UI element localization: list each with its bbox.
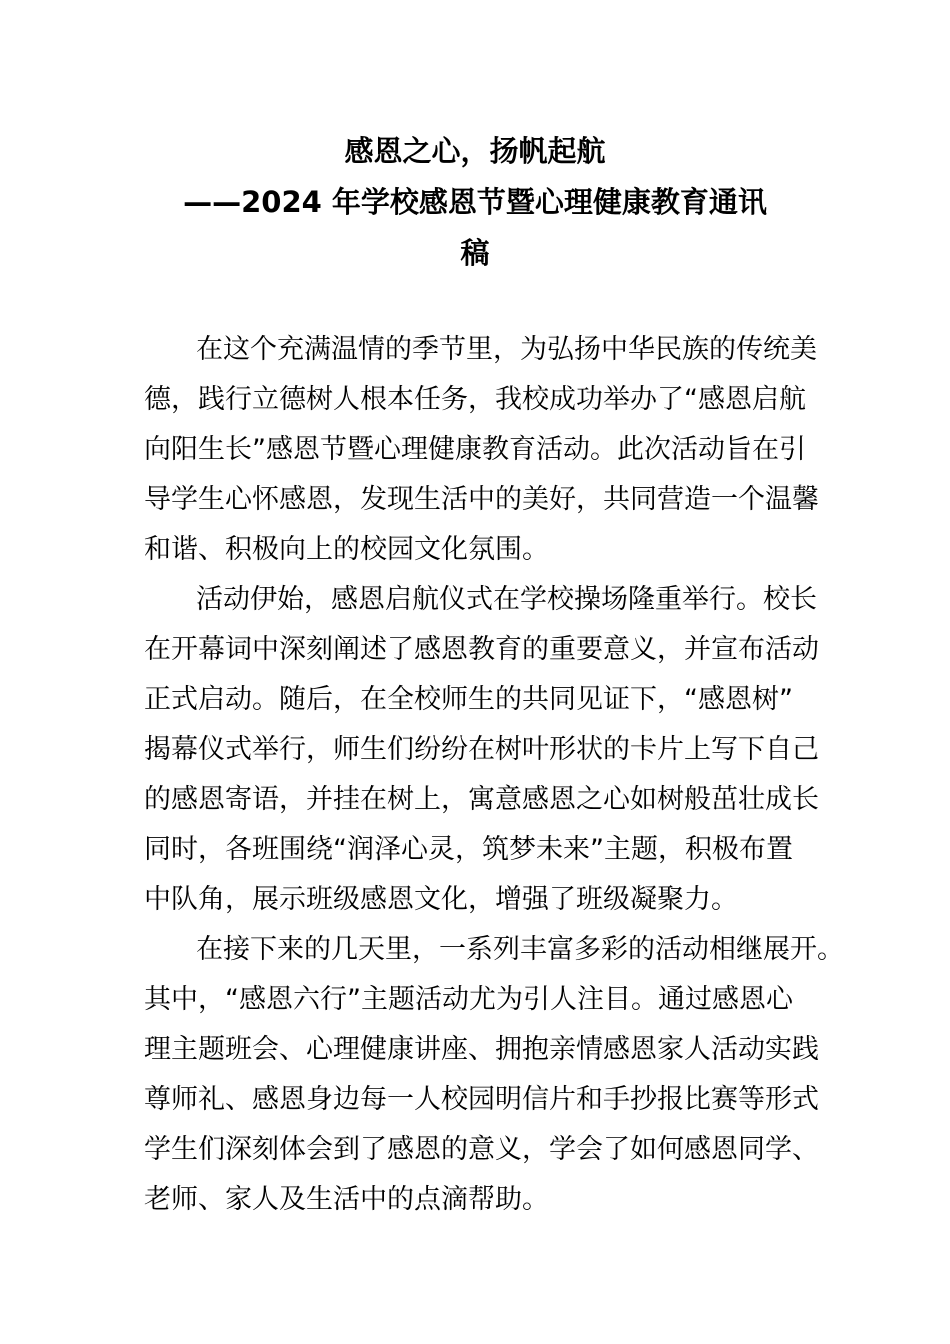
title-line-subtitle: ——2024 年学校感恩节暨心理健康教育通讯 (183, 185, 767, 219)
paragraph-2-line-3: 正式启动。随后，在全校师生的共同见证下，“感恩树” (144, 684, 793, 715)
document-title (0, 126, 950, 279)
paragraph-1-line-2: 德，践行立德树人根本任务，我校成功举办了“感恩启航 (144, 384, 806, 415)
paragraph-1-line-4: 导学生心怀感恩，发现生活中的美好，共同营造一个温馨 (144, 484, 819, 515)
paragraph-2-line-6: 同时，各班围绕“润泽心灵，筑梦未来”主题，积极布置 (144, 834, 793, 865)
paragraph-1-line-3: 向阳生长”感恩节暨心理健康教育活动。此次活动旨在引 (144, 434, 806, 465)
paragraph-3-line-3: 理主题班会、心理健康讲座、拥抱亲情感恩家人活动实践 (144, 1034, 819, 1065)
paragraph-3-line-1: 在接下来的几天里，一系列丰富多彩的活动相继展开。 (196, 934, 844, 965)
paragraph-2-line-1: 活动伊始，感恩启航仪式在学校操场隆重举行。校长 (196, 584, 817, 615)
paragraph-1-line-5: 和谐、积极向上的校园文化氛围。 (144, 534, 549, 565)
paragraph-3-line-2: 其中，“感恩六行”主题活动尤为引人注目。通过感恩心 (144, 984, 793, 1015)
paragraph-2-line-4: 揭幕仪式举行，师生们纷纷在树叶形状的卡片上写下自己 (144, 734, 819, 765)
title-line-main: 感恩之心，扬帆起航 (344, 134, 606, 168)
title-line-subtitle-end: 稿 (460, 236, 490, 270)
paragraph-1-line-1: 在这个充满温情的季节里，为弘扬中华民族的传统美 (196, 334, 817, 365)
paragraph-3-line-6: 老师、家人及生活中的点滴帮助。 (144, 1184, 549, 1215)
paragraph-3-line-5: 学生们深刻体会到了感恩的意义，学会了如何感恩同学、 (144, 1134, 819, 1165)
paragraph-2-line-2: 在开幕词中深刻阐述了感恩教育的重要意义，并宣布活动 (144, 634, 819, 665)
paragraph-2-line-5: 的感恩寄语，并挂在树上，寓意感恩之心如树般茁壮成长 (144, 784, 819, 815)
paragraph-2-line-7: 中队角，展示班级感恩文化，增强了班级凝聚力。 (144, 884, 738, 915)
paragraph-3-line-4: 尊师礼、感恩身边每一人校园明信片和手抄报比赛等形式 (144, 1084, 819, 1115)
